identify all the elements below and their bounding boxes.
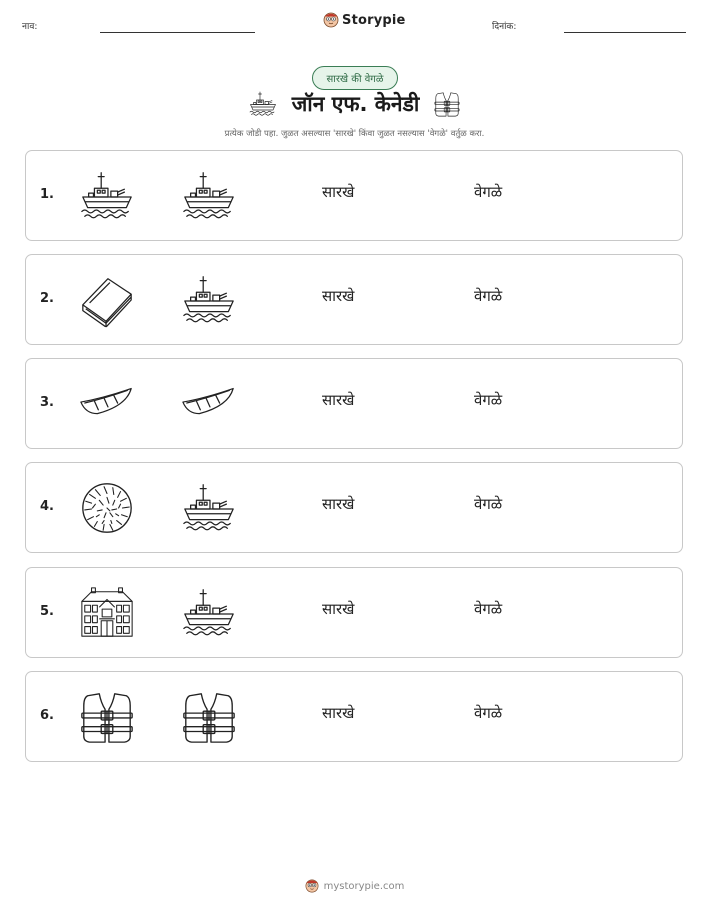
same-option[interactable]: सारखे [322, 704, 355, 722]
pt-boat-icon [78, 168, 136, 224]
pt-boat-icon [180, 585, 238, 641]
same-option[interactable]: सारखे [322, 183, 355, 201]
pt-boat-icon [180, 168, 238, 224]
worksheet-type-badge: सारखे की वेगळे [312, 66, 398, 90]
name-line[interactable] [100, 32, 255, 33]
name-label: नाव: [22, 22, 38, 32]
question-row [25, 671, 683, 762]
title-row [0, 90, 709, 118]
different-option[interactable]: वेगळे [474, 183, 503, 201]
question-row [25, 358, 683, 449]
pt-boat-icon [180, 272, 238, 328]
question-number: 5. [40, 604, 54, 619]
page-title: जॉन एफ. केनेडी [291, 92, 420, 116]
same-option[interactable]: सारखे [322, 287, 355, 305]
question-number: 2. [40, 291, 54, 306]
brand-logo [323, 12, 406, 28]
house-icon [78, 585, 136, 641]
question-row [25, 567, 683, 658]
question-row [25, 254, 683, 345]
storypie-mascot-icon [305, 879, 319, 893]
footer [0, 879, 709, 893]
date-line[interactable] [564, 32, 686, 33]
instructions: प्रत्येक जोडी पहा. जुळत असल्यास 'सारखे' किंवा जुळत नसल्यास 'वेगळे' वर्तुळ करा. [224, 129, 485, 139]
different-option[interactable]: वेगळे [474, 704, 503, 722]
life-vest-icon [78, 689, 136, 745]
life-vest-icon [180, 689, 238, 745]
same-option[interactable]: सारखे [322, 391, 355, 409]
coconut-icon [78, 480, 136, 536]
book-icon [78, 272, 136, 328]
question-number: 3. [40, 395, 54, 410]
question-row [25, 462, 683, 553]
date-label: दिनांक: [492, 22, 517, 32]
pt-boat-icon [180, 480, 238, 536]
question-row [25, 150, 683, 241]
storypie-mascot-icon [323, 12, 339, 28]
same-option[interactable]: सारखे [322, 495, 355, 513]
boat-icon [248, 90, 278, 118]
life-vest-icon [433, 90, 461, 118]
brand-name: Storypie [342, 12, 406, 28]
different-option[interactable]: वेगळे [474, 287, 503, 305]
different-option[interactable]: वेगळे [474, 600, 503, 618]
question-number: 6. [40, 708, 54, 723]
canoe-icon [78, 376, 136, 432]
canoe-icon [180, 376, 238, 432]
same-option[interactable]: सारखे [322, 600, 355, 618]
question-number: 1. [40, 187, 54, 202]
different-option[interactable]: वेगळे [474, 391, 503, 409]
footer-url: mystorypie.com [323, 880, 405, 892]
different-option[interactable]: वेगळे [474, 495, 503, 513]
question-number: 4. [40, 499, 54, 514]
